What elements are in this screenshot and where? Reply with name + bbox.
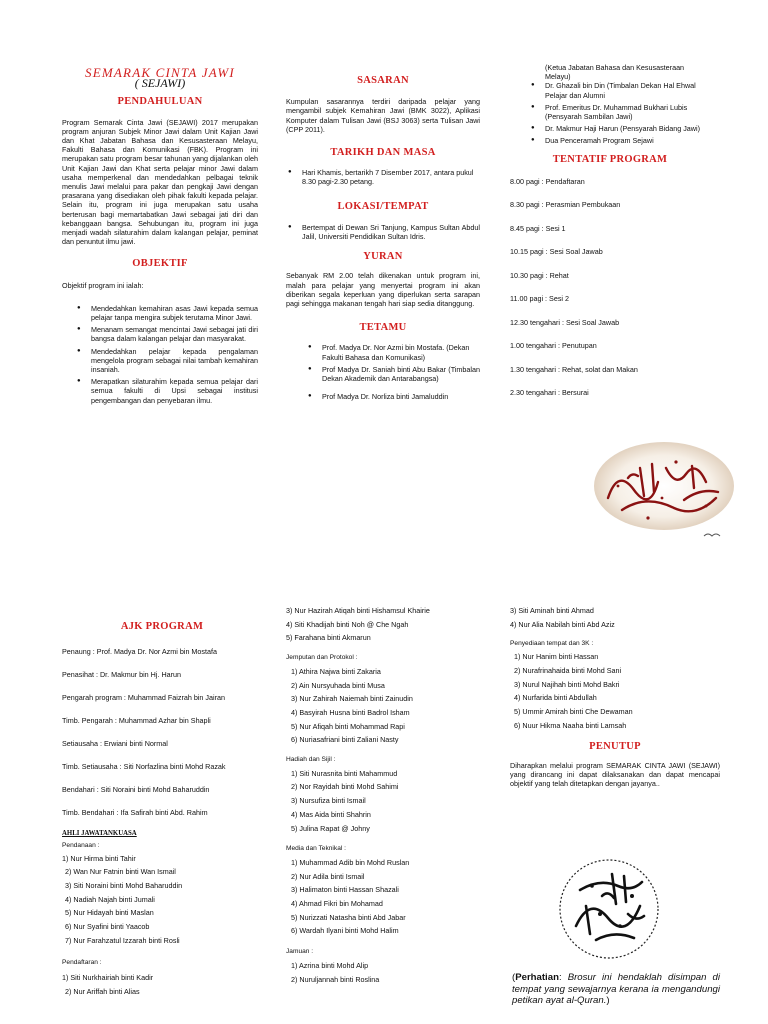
member-item: 3) Halimaton binti Hassan Shazali (291, 885, 399, 895)
brochure-title: SEMARAK CINTA JAWI (85, 65, 235, 80)
perhatian-label: Perhatian (515, 972, 559, 983)
panel-5 (286, 606, 486, 988)
member-item: 2) Wan Nur Fatnin binti Wan Ismail (65, 867, 176, 877)
member-item: 2) Nuruljannah binti Roslina (291, 974, 380, 984)
panel-6 (510, 606, 720, 789)
yuran-heading: YURAN (363, 251, 403, 263)
sasaran-text: Kumpulan sasarannya terdiri daripada pelajar yang mengambil subjek Kemahiran Jawi (BMK 3022), Aplikasi Komputer dalam Tulisan Jawi (BSJ 3063) serta Tulisan Jawi (CPP 2011). (286, 97, 480, 134)
tentatif-item: 8.30 pagi : Perasmian Pembukaan (510, 200, 621, 210)
tetamu-list (286, 343, 480, 401)
member-item: 4) Nurfarida binti Abdullah (514, 693, 597, 703)
calligraphy-circle-image (556, 856, 662, 962)
objektif-item: ● Merapatkan silaturahim kepada semua pelajar dari semua fakulti di Upsi sebagai institusi pengembangan dan penyebaran ilmu. (91, 377, 258, 405)
guest-continued-line: (Ketua Jabatan Bahasa dan Kesusasteraan Melayu) (545, 63, 685, 82)
guest-list (510, 81, 710, 145)
guest-item: ● Dr. Makmur Haji Harun (Pensyarah Bidang Jawi) (545, 124, 710, 133)
tentatif-list (510, 177, 710, 412)
penyediaan-list (510, 652, 720, 730)
jamuan-list (286, 961, 486, 984)
hadiah-list (286, 769, 486, 833)
media-label: Media dan Teknikal : (286, 844, 346, 852)
lokasi-heading: LOKASI/TEMPAT (337, 200, 429, 212)
lokasi-text: ● Bertempat di Dewan Sri Tanjung, Kampus Sultan Abdul Jalil, Universiti Pendidikan Sultan Idris. (302, 223, 480, 241)
sasaran-heading: SASARAN (357, 75, 409, 86)
member-item: 4) Ahmad Fikri bin Mohamad (291, 899, 383, 909)
tentatif-item: 8.00 pagi : Pendaftaran (510, 176, 585, 186)
member-item: 1) Muhammad Adib bin Mohd Ruslan (291, 857, 410, 867)
tetamu-item: ● Prof Madya Dr. Saniah binti Abu Bakar (Timbalan Dekan Akademik dan Antarabangsa) (322, 365, 480, 383)
tentatif-item: 8.45 pagi : Sesi 1 (510, 223, 566, 233)
tentatif-item: 10.30 pagi : Rehat (510, 270, 569, 280)
member-item: 1) Siti Nurasnita binti Mahammud (291, 768, 398, 778)
ajk-role: Bendahari : Siti Noraini binti Mohd Baharuddin (62, 785, 210, 795)
pendaftaran-label: Pendaftaran : (62, 959, 102, 967)
calligraphy-oval-image (588, 438, 740, 542)
member-item: 5) Nurizzati Natasha binti Abd Jabar (291, 912, 406, 922)
member-item: 4) Basyirah Husna binti Badrol Isham (291, 707, 410, 717)
member-item: 3) Nur Hazirah Atiqah binti Hishamsul Khairie (286, 606, 430, 615)
guest-item: ● Dr. Ghazali bin Din (Timbalan Dekan Hal Ehwal Pelajar dan Alumni (545, 81, 710, 99)
yuran-text: Sebanyak RM 2.00 telah dikenakan untuk program ini, malah para pelajar yang menyertai program ini akan diberikan segala keperluan yang diperlukan serta sarapan pagi sehingga makanan tengah hari siap sedia ditanggung. (286, 271, 480, 309)
objektif-item: ● Mendedahkan pelajar kepada pengalaman mengelola program sebagai nilai tambah kemahiran insaniah. (91, 347, 258, 375)
perhatian-text: Brosur ini hendaklah disimpan di tempat yang sewajarnya kerana ia mengandungi petikan ayat al-Quran. (512, 972, 720, 1006)
tetamu-item: ● Prof. Madya Dr. Nor Azmi bin Mostafa. (Dekan Fakulti Bahasa dan Komunikasi) (322, 343, 480, 361)
member-item: 4) Siti Khadijah binti Noh @ Che Ngah (286, 619, 409, 629)
ajk-role: Setiausaha : Erwiani binti Normal (62, 739, 168, 749)
member-item: 3) Nur Zahirah Naiemah binti Zainudin (291, 694, 413, 704)
penyediaan-label: Penyediaan tempat dan 3K : (510, 639, 594, 647)
member-item: 1) Azrina binti Mohd Alip (291, 960, 369, 970)
member-item: 4) Nadiah Najah binti Jumali (65, 894, 155, 904)
guest-item: ● Prof. Emeritus Dr. Muhammad Bukhari Lubis (Pensyarah Sambilan Jawi) (545, 103, 710, 121)
tentatif-heading: TENTATIF PROGRAM (552, 153, 668, 165)
member-item: 6) Nur Syafini binti Yaacob (65, 922, 150, 932)
panel-4 (62, 622, 262, 1001)
perhatian-note: (Perhatian: Brosur ini hendaklah disimpan di tempat yang sewajarnya kerana ia mengandungi petikan ayat al-Quran.) (512, 972, 720, 1006)
member-item: 2) Nur Adila binti Ismail (291, 871, 365, 881)
panel-3 (510, 63, 710, 412)
tentatif-item: 11.00 pagi : Sesi 2 (510, 294, 570, 304)
tentatif-item: 1.30 tengahari : Rehat, solat dan Makan (510, 364, 638, 374)
tarikh-text: ● Hari Khamis, bertarikh 7 Disember 2017, antara pukul 8.30 pagi-2.30 petang. (302, 168, 480, 186)
member-item: 3) Nursufiza binti Ismail (291, 796, 366, 806)
objektif-list (62, 304, 258, 405)
ajk-role: Timb. Setiausaha : Siti Norfazlina binti Mohd Razak (62, 762, 226, 772)
pendanaan-label: Pendanaan : (62, 842, 100, 850)
tentatif-item: 10.15 pagi : Sesi Soal Jawab (510, 247, 603, 257)
member-item: 1) Siti Nurkhairiah binti Kadir (62, 973, 154, 983)
member-item: 6) Wardah Ilyani binti Mohd Halim (291, 926, 399, 936)
objektif-intro: Objektif program ini ialah: (62, 280, 144, 290)
objektif-item: ● Mendedahkan kemahiran asas Jawi kepada semua pelajar tanpa mengira subjek terutama Minor Jawi. (91, 304, 258, 322)
member-item: 2) Ain Nursyuhada binti Musa (291, 680, 385, 690)
jemputan-list (286, 667, 486, 745)
jamuan-label: Jamuan : (286, 947, 314, 955)
member-item: 6) Nuriasafriani binti Zaliani Nasty (291, 735, 399, 745)
brochure-subtitle: ( SEJAWI) (134, 76, 186, 91)
member-item: 4) Mas Aida binti Shahrin (291, 809, 371, 819)
member-item: 5) Julina Rapat @ Johny (291, 823, 370, 833)
guest-item: ● Dua Penceramah Program Sejawi (545, 136, 710, 145)
tarikh-heading: TARIKH DAN MASA (330, 147, 436, 159)
tentatif-item: 1.00 tengahari : Penutupan (510, 341, 597, 351)
member-item: 4) Nur Alia Nabilah binti Abd Aziz (510, 619, 615, 629)
jemputan-label: Jemputan dan Protokol : (286, 653, 358, 661)
objektif-item: ● Menanam semangat mencintai Jawi sebagai jati diri bangsa dalam kalangan pelajar dan masyarakat. (91, 325, 258, 343)
ajk-role: Penaung : Prof. Madya Dr. Nor Azmi bin Mostafa (62, 647, 218, 657)
member-item: 2) Nurafrinahaida binti Mohd Sani (514, 665, 622, 675)
objektif-heading: OBJEKTIF (132, 258, 188, 270)
hadiah-label: Hadiah dan Sijil : (286, 755, 336, 763)
ajk-heading: AJK PROGRAM (120, 621, 204, 632)
ajk-roles (62, 647, 262, 829)
tentatif-item: 2.30 tengahari : Bersurai (510, 388, 589, 398)
panel-2 (286, 76, 480, 404)
pendanaan-list (62, 854, 262, 945)
tetamu-item: ● Prof Madya Dr. Norliza binti Jamaluddin (322, 392, 480, 401)
pendahuluan-heading: PENDAHULUAN (117, 96, 203, 108)
ahli-jawatankuasa-heading: AHLI JAWATANKUASA (62, 830, 137, 838)
member-item: 3) Nurul Najihah binti Mohd Bakri (514, 679, 620, 689)
ajk-role: Timb. Bendahari : Ifa Safirah binti Abd. Rahim (62, 808, 208, 818)
member-item: 1) Nur Hanim binti Hassan (514, 652, 599, 662)
continued-list (510, 606, 720, 629)
member-item: 5) Ummir Amirah binti Che Dewaman (514, 706, 633, 716)
pendahuluan-text: Program Semarak Cinta Jawi (SEJAWI) 2017 merupakan program anjuran Subjek Minor Jawi dalam Unit Kajian Jawi dan Khat Jabatan Bahasa dan Kesusasteraan Melayu, Fakulti Bahasa dan Komunikasi (FBK). Program ini merupakan satu program besar tahunan yang dijalankan oleh Unit Kajian Jawi dan Khat serta pelajar minor Jawi dalam usaha memperkenal dan mendedahkan pelbagai teknik menulis Jawi melalui para pakar dan pengkaji Jawi dengan prasarana yang disediakan oleh pihak fakulti kepada pelajar. Selain itu, program ini juga merupakan satu usaha berterusan bagi memartabatkan Jawi sebagai jati diri dan kebanggaan bangsa. Sehubungan itu, program ini juga menjadi wadah silaturahim dalam kalangan pelajar, peminat dan penuntut ilmu jawi. (62, 117, 258, 247)
member-item: 7) Nur Farahzatul Izzarah binti Rosli (65, 935, 180, 945)
member-item: 2) Nur Ariffah binti Alias (65, 986, 140, 996)
member-item: 6) Nuur Hikma Naaha binti Lamsah (514, 720, 627, 730)
continued-list (286, 606, 486, 643)
panel-1 (62, 65, 258, 408)
member-item: 2) Nor Rayidah binti Mohd Sahimi (291, 782, 399, 792)
ajk-role: Timb. Pengarah : Muhammad Azhar bin Shapli (62, 716, 211, 726)
member-item: 1) Nur Hirma binti Tahir (62, 853, 136, 863)
penutup-heading: PENUTUP (589, 740, 641, 752)
member-item: 3) Siti Aminah binti Ahmad (510, 606, 594, 615)
ajk-role: Pengarah program : Muhammad Faizrah bin Jairan (62, 693, 225, 703)
tetamu-heading: TETAMU (359, 322, 407, 334)
member-item: 3) Siti Noraini binti Mohd Baharuddin (65, 881, 183, 891)
member-item: 5) Nur Hidayah binti Maslan (65, 908, 154, 918)
member-item: 1) Athira Najwa binti Zakaria (291, 666, 381, 676)
tentatif-item: 12.30 tengahari : Sesi Soal Jawab (510, 317, 620, 327)
member-item: 5) Nur Afiqah binti Mohammad Rapi (291, 721, 405, 731)
media-list (286, 858, 486, 936)
member-item: 5) Farahana binti Akmarun (286, 633, 371, 643)
tarikh-list (286, 168, 480, 186)
penutup-text: Diharapkan melalui program SEMARAK CINTA JAWI (SEJAWI) yang dirancang ini dapat dilaksanakan dan dapat mencapai objektif yang telah ditetapkan dengan jayanya.. (510, 761, 720, 789)
lokasi-list (286, 223, 480, 241)
ajk-role: Penasihat : Dr. Makmur bin Hj. Harun (62, 670, 182, 680)
pendaftaran-list (62, 973, 262, 996)
